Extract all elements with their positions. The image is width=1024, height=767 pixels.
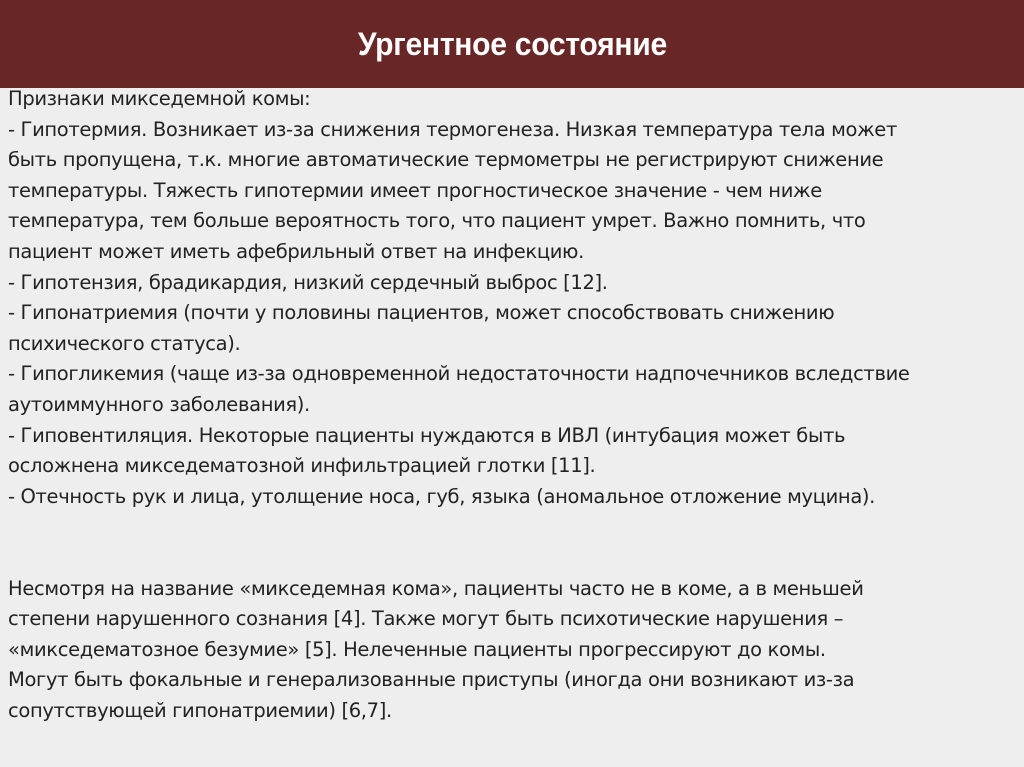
text-line: психического статуса). xyxy=(8,331,241,355)
text-line: сопутствующей гипонатриемии) [6,7]. xyxy=(8,698,392,722)
text-line: «микседематозное безумие» [5]. Нелеченные пациенты прогрессируют до комы. xyxy=(8,637,826,661)
slide-title: Ургентное состояние xyxy=(357,25,667,62)
text-line: быть пропущена, т.к. многие автоматические термометры не регистрируют снижение xyxy=(8,148,884,172)
text-line: степени нарушенного сознания [4]. Также могут быть психотические нарушения – xyxy=(8,607,844,631)
text-line: - Гипогликемия (чаще из-за одновременной недостаточности надпочечников вследствие xyxy=(8,362,910,386)
text-line: Могут быть фокальные и генерализованные приступы (иногда они возникают из-за xyxy=(8,668,855,692)
text-line: осложнена микседематозной инфильтрацией глотки [11]. xyxy=(8,454,596,478)
text-line: Признаки микседемной комы: xyxy=(8,87,311,110)
paragraph-consciousness xyxy=(8,574,1016,727)
text-line: - Гипотензия, брадикардия, низкий сердечный выброс [12]. xyxy=(8,270,608,294)
paragraph-symptoms xyxy=(8,84,1016,512)
text-line: - Гипонатриемия (почти у половины пациентов, может способствовать снижению xyxy=(8,301,835,325)
text-line: температура, тем больше вероятность того, что пациент умрет. Важно помнить, что xyxy=(8,209,866,233)
slide-body xyxy=(8,84,1016,726)
text-line: - Отечность рук и лица, утолщение носа, губ, языка (аномальное отложение муцина). xyxy=(8,484,876,508)
text-line: - Гиповентиляция. Некоторые пациенты нуждаются в ИВЛ (интубация может быть xyxy=(8,423,846,447)
paragraph-spacer xyxy=(8,512,1016,573)
title-bar xyxy=(0,0,1024,88)
text-line: температуры. Тяжесть гипотермии имеет прогностическое значение - чем ниже xyxy=(8,178,822,202)
text-line: аутоиммунного заболевания). xyxy=(8,392,310,416)
text-line: Несмотря на название «микседемная кома», пациенты часто не в коме, а в меньшей xyxy=(8,576,864,600)
text-line: пациент может иметь афебрильный ответ на инфекцию. xyxy=(8,239,584,263)
text-line: - Гипотермия. Возникает из-за снижения термогенеза. Низкая температура тела может xyxy=(8,117,897,141)
